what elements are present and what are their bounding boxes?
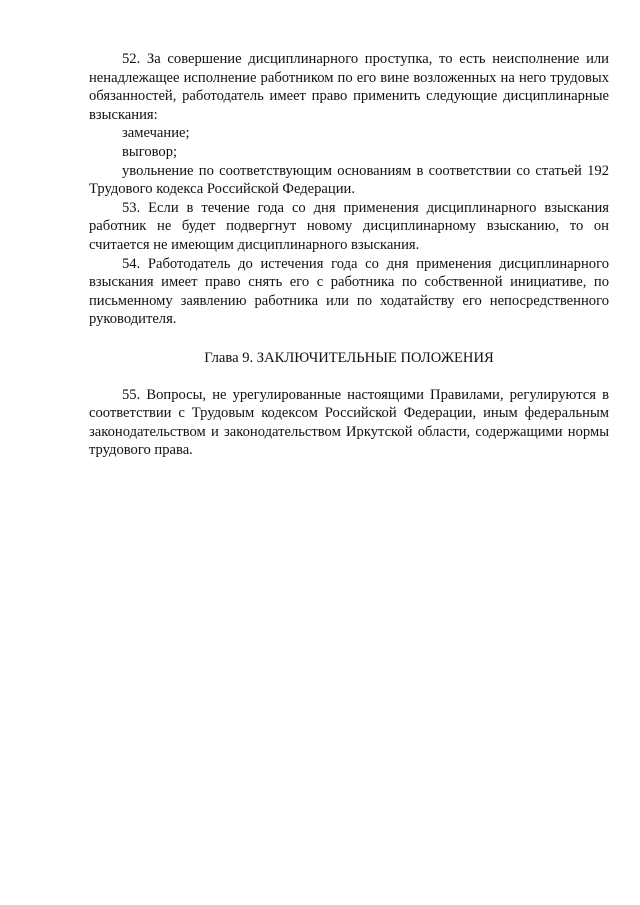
penalty-item-reprimand: выговор; bbox=[122, 143, 178, 160]
penalty-item-dismissal: увольнение по соответствующим основаниям в соответствии со статьей 192 Трудового кодекса Российской Федерации. bbox=[89, 162, 609, 198]
paragraph-52-intro: 52. За совершение дисциплинарного проступка, то есть неисполнение или ненадлежащее исполнение работником по его вине возложенных на него трудовых обязанностей, работодатель имеет право применить следующие дисциплинарные взыскания: bbox=[89, 51, 609, 123]
document-page bbox=[89, 50, 609, 460]
chapter-heading: Глава 9. ЗАКЛЮЧИТЕЛЬНЫЕ ПОЛОЖЕНИЯ bbox=[204, 349, 494, 366]
paragraph-54: 54. Работодатель до истечения года со дня применения дисциплинарного взыскания имеет право снять его с работника по собственной инициативе, по письменному заявлению работника или по ходатайству его непосредственного руководителя. bbox=[89, 255, 609, 328]
paragraph-53: 53. Если в течение года со дня применения дисциплинарного взыскания работник не будет подвергнут новому дисциплинарному взысканию, то он считается не имеющим дисциплинарного взыскания. bbox=[89, 199, 609, 253]
penalty-item-remark: замечание; bbox=[122, 125, 190, 142]
paragraph-55: 55. Вопросы, не урегулированные настоящими Правилами, регулируются в соответствии с Трудовым кодексом Российской Федерации, иным федеральным законодательством и законодательством Иркутской области, содержащими нормы трудового права. bbox=[89, 386, 609, 459]
